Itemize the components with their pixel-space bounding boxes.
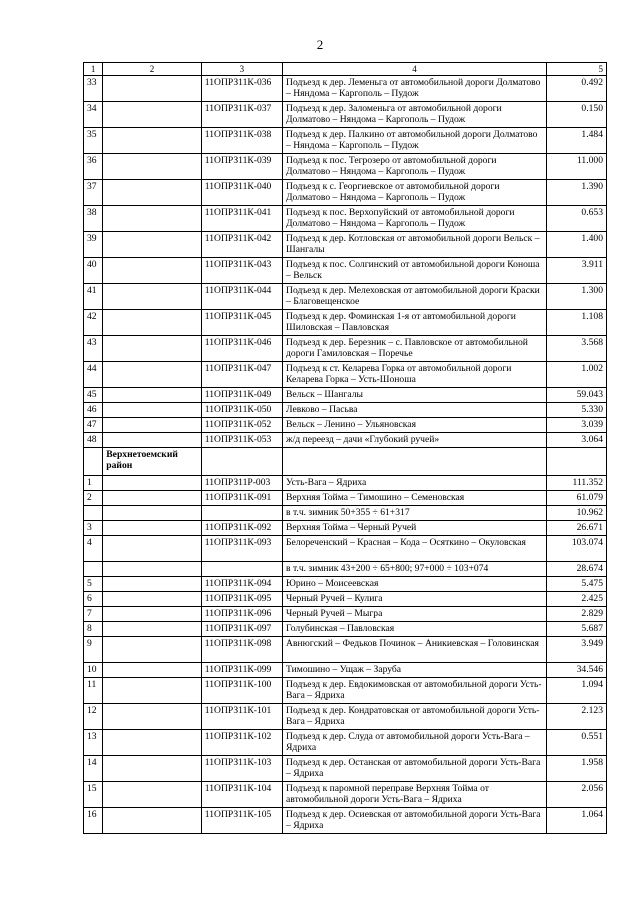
road-name-cell: Левково – Пасьва — [283, 403, 547, 418]
road-name-cell: Верхняя Тойма – Тимошино – Семеновская — [283, 491, 547, 506]
row-number-cell — [84, 506, 103, 521]
row-number-cell: 41 — [84, 284, 103, 310]
district-cell — [103, 637, 202, 663]
road-length-cell: 59.043 — [547, 388, 607, 403]
road-length-cell: 0.150 — [547, 102, 607, 128]
road-length-cell: 26.671 — [547, 521, 607, 536]
row-number-cell: 47 — [84, 418, 103, 433]
road-length-cell: 0.653 — [547, 206, 607, 232]
table-row — [84, 730, 607, 756]
district-cell — [103, 336, 202, 362]
table-row — [84, 536, 607, 562]
road-length-cell: 1.094 — [547, 678, 607, 704]
road-code-cell: 11ОПРЗ11К-102 — [201, 730, 282, 756]
row-number-cell: 11 — [84, 678, 103, 704]
row-number-cell: 42 — [84, 310, 103, 336]
road-length-cell: 2.425 — [547, 592, 607, 607]
row-number-cell: 12 — [84, 704, 103, 730]
table-row — [84, 704, 607, 730]
table-row — [84, 128, 607, 154]
district-cell — [103, 310, 202, 336]
road-code-cell: 11ОПРЗ11К-038 — [201, 128, 282, 154]
road-code-cell: 11ОПРЗ11К-097 — [201, 622, 282, 637]
district-cell — [103, 102, 202, 128]
table-row — [84, 808, 607, 834]
page-number: 2 — [316, 37, 324, 52]
road-length-cell: 5.687 — [547, 622, 607, 637]
road-length-cell: 111.352 — [547, 476, 607, 491]
district-cell — [103, 258, 202, 284]
row-number-cell: 38 — [84, 206, 103, 232]
road-name-cell: Подъезд к дер. Останская от автомобильной дороги Усть-Вага – Ядриха — [283, 756, 547, 782]
road-name-cell: Авнюгский – Федьков Починок – Аникиевская – Головинская — [283, 637, 547, 663]
road-name-cell: Белореченский – Красная – Кода – Осяткино – Окуловская — [283, 536, 547, 562]
table-row — [84, 637, 607, 663]
row-number-cell — [84, 562, 103, 577]
district-cell — [103, 704, 202, 730]
district-cell — [103, 180, 202, 206]
table-row — [84, 232, 607, 258]
road-code-cell: 11ОПРЗ11Р-003 — [201, 476, 282, 491]
row-number-cell: 46 — [84, 403, 103, 418]
road-length-cell: 61.079 — [547, 491, 607, 506]
row-number-cell: 13 — [84, 730, 103, 756]
road-length-cell: 34.546 — [547, 663, 607, 678]
row-number-cell: 33 — [84, 76, 103, 102]
road-code-cell — [201, 448, 282, 476]
road-name-cell: Подъезд к пос. Верхопуйский от автомобильной дороги Долматово – Няндома – Каргополь – Пудож — [283, 206, 547, 232]
row-number-cell: 40 — [84, 258, 103, 284]
road-name-cell: Подъезд к с. Георгиевское от автомобильной дороги Долматово – Няндома – Каргополь – Пудож — [283, 180, 547, 206]
district-cell — [103, 756, 202, 782]
road-code-cell: 11ОПРЗ11К-095 — [201, 592, 282, 607]
table-row — [84, 678, 607, 704]
table-row — [84, 418, 607, 433]
road-code-cell: 11ОПРЗ11К-105 — [201, 808, 282, 834]
table-row — [84, 433, 607, 448]
district-cell — [103, 206, 202, 232]
table-body — [84, 63, 607, 834]
table-row — [84, 258, 607, 284]
table-row — [84, 403, 607, 418]
row-number-cell: 6 — [84, 592, 103, 607]
row-number-cell: 34 — [84, 102, 103, 128]
road-code-cell: 11ОПРЗ11К-098 — [201, 637, 282, 663]
district-cell — [103, 562, 202, 577]
district-cell — [103, 491, 202, 506]
road-code-cell: 11ОПРЗ11К-047 — [201, 362, 282, 388]
row-number-cell: 37 — [84, 180, 103, 206]
road-length-cell: 3.949 — [547, 637, 607, 663]
row-number-cell: 43 — [84, 336, 103, 362]
road-name-cell: Вельск – Ленино – Ульяновская — [283, 418, 547, 433]
row-number-cell: 10 — [84, 663, 103, 678]
road-code-cell — [201, 562, 282, 577]
table-row — [84, 284, 607, 310]
table-row — [84, 76, 607, 102]
table-row — [84, 102, 607, 128]
row-number-cell: 9 — [84, 637, 103, 663]
road-name-cell: Подъезд к дер. Кондратовская от автомобильной дороги Усть-Вага – Ядриха — [283, 704, 547, 730]
table-row — [84, 476, 607, 491]
road-name-cell: в т.ч. зимник 43+200 ÷ 65+800; 97+000 ÷ 103+074 — [283, 562, 547, 577]
district-cell — [103, 506, 202, 521]
table-row — [84, 756, 607, 782]
road-code-cell: 11ОПРЗ11К-092 — [201, 521, 282, 536]
header-cell-4: 4 — [283, 63, 547, 76]
road-length-cell: 3.064 — [547, 433, 607, 448]
road-length-cell: 10.962 — [547, 506, 607, 521]
table-row — [84, 506, 607, 521]
road-length-cell: 11.000 — [547, 154, 607, 180]
road-code-cell: 11ОПРЗ11К-050 — [201, 403, 282, 418]
road-name-cell: Подъезд к дер. Заломеньга от автомобильной дороги Долматово – Няндома – Каргополь – Пудож — [283, 102, 547, 128]
row-number-cell: 15 — [84, 782, 103, 808]
table-row — [84, 607, 607, 622]
road-length-cell: 3.911 — [547, 258, 607, 284]
road-code-cell: 11ОПРЗ11К-049 — [201, 388, 282, 403]
row-number-cell: 16 — [84, 808, 103, 834]
road-name-cell: ж/д переезд – дачи «Глубокий ручей» — [283, 433, 547, 448]
table-row — [84, 336, 607, 362]
road-code-cell: 11ОПРЗ11К-044 — [201, 284, 282, 310]
road-code-cell: 11ОПРЗ11К-091 — [201, 491, 282, 506]
district-cell: Верхнетоемский район — [103, 448, 202, 476]
table-row — [84, 521, 607, 536]
road-name-cell: Черный Ручей – Мыгра — [283, 607, 547, 622]
row-number-cell: 5 — [84, 577, 103, 592]
road-length-cell: 28.674 — [547, 562, 607, 577]
road-code-cell: 11ОПРЗ11К-037 — [201, 102, 282, 128]
road-length-cell: 103.074 — [547, 536, 607, 562]
road-length-cell: 1.390 — [547, 180, 607, 206]
road-code-cell — [201, 506, 282, 521]
road-code-cell: 11ОПРЗ11К-104 — [201, 782, 282, 808]
road-code-cell: 11ОПРЗ11К-045 — [201, 310, 282, 336]
district-cell — [103, 536, 202, 562]
road-name-cell: Подъезд к ст. Келарева Горка от автомобильной дороги Келарева Горка – Усть-Шоноша — [283, 362, 547, 388]
road-length-cell: 5.475 — [547, 577, 607, 592]
header-cell-5: 5 — [547, 63, 607, 76]
road-name-cell: Подъезд к дер. Слуда от автомобильной дороги Усть-Вага – Ядриха — [283, 730, 547, 756]
district-cell — [103, 154, 202, 180]
district-cell — [103, 782, 202, 808]
road-code-cell: 11ОПРЗ11К-039 — [201, 154, 282, 180]
table-row — [84, 663, 607, 678]
road-name-cell: Голубинская – Павловская — [283, 622, 547, 637]
road-length-cell: 0.551 — [547, 730, 607, 756]
road-name-cell: в т.ч. зимник 50+355 ÷ 61+317 — [283, 506, 547, 521]
road-name-cell: Подъезд к паромной переправе Верхняя Тойма от автомобильной дороги Усть-Вага – Ядриха — [283, 782, 547, 808]
road-name-cell: Подъезд к пос. Солгинский от автомобильной дороги Коноша – Вельск — [283, 258, 547, 284]
road-length-cell: 3.568 — [547, 336, 607, 362]
road-name-cell: Подъезд к дер. Котловская от автомобильной дороги Вельск – Шангалы — [283, 232, 547, 258]
road-name-cell: Подъезд к пос. Тегрозеро от автомобильной дороги Долматово – Няндома – Каргополь – Пудож — [283, 154, 547, 180]
road-code-cell: 11ОПРЗ11К-040 — [201, 180, 282, 206]
row-number-cell: 45 — [84, 388, 103, 403]
road-code-cell: 11ОПРЗ11К-103 — [201, 756, 282, 782]
road-name-cell: Юрино – Моисеевская — [283, 577, 547, 592]
district-cell — [103, 663, 202, 678]
district-cell — [103, 76, 202, 102]
district-cell — [103, 592, 202, 607]
header-cell-2: 2 — [103, 63, 202, 76]
road-code-cell: 11ОПРЗ11К-043 — [201, 258, 282, 284]
road-name-cell: Усть-Вага – Ядриха — [283, 476, 547, 491]
row-number-cell: 8 — [84, 622, 103, 637]
road-length-cell: 2.829 — [547, 607, 607, 622]
road-length-cell: 0.492 — [547, 76, 607, 102]
row-number-cell: 4 — [84, 536, 103, 562]
district-cell — [103, 403, 202, 418]
district-cell — [103, 476, 202, 491]
table-row — [84, 491, 607, 506]
road-register-table — [83, 62, 607, 834]
row-number-cell: 3 — [84, 521, 103, 536]
district-cell — [103, 418, 202, 433]
row-number-cell — [84, 448, 103, 476]
table-row — [84, 206, 607, 232]
district-cell — [103, 232, 202, 258]
road-name-cell: Подъезд к дер. Осиевская от автомобильной дороги Усть-Вага – Ядриха — [283, 808, 547, 834]
road-code-cell: 11ОПРЗ11К-100 — [201, 678, 282, 704]
district-cell — [103, 607, 202, 622]
table-row — [84, 310, 607, 336]
header-cell-1: 1 — [84, 63, 103, 76]
table-row — [84, 180, 607, 206]
header-cell-3: 3 — [201, 63, 282, 76]
district-cell — [103, 128, 202, 154]
road-name-cell — [283, 448, 547, 476]
row-number-cell: 44 — [84, 362, 103, 388]
district-cell — [103, 284, 202, 310]
road-length-cell: 1.002 — [547, 362, 607, 388]
road-name-cell: Подъезд к дер. Евдокимовская от автомобильной дороги Усть-Вага – Ядриха — [283, 678, 547, 704]
table-row — [84, 782, 607, 808]
road-code-cell: 11ОПРЗ11К-042 — [201, 232, 282, 258]
table-row — [84, 154, 607, 180]
district-cell — [103, 521, 202, 536]
table-row — [84, 622, 607, 637]
row-number-cell: 1 — [84, 476, 103, 491]
road-code-cell: 11ОПРЗ11К-093 — [201, 536, 282, 562]
road-code-cell: 11ОПРЗ11К-053 — [201, 433, 282, 448]
row-number-cell: 7 — [84, 607, 103, 622]
district-cell — [103, 622, 202, 637]
road-name-cell: Подъезд к дер. Мелеховская от автомобильной дороги Краски – Благовещенское — [283, 284, 547, 310]
district-row — [84, 448, 607, 476]
road-name-cell: Подъезд к дер. Леменьга от автомобильной дороги Долматово – Няндома – Каргополь – Пудож — [283, 76, 547, 102]
road-name-cell: Тимошино – Ущаж – Заруба — [283, 663, 547, 678]
road-code-cell: 11ОПРЗ11К-101 — [201, 704, 282, 730]
road-length-cell: 1.958 — [547, 756, 607, 782]
road-code-cell: 11ОПРЗ11К-046 — [201, 336, 282, 362]
road-length-cell: 1.300 — [547, 284, 607, 310]
table-row — [84, 362, 607, 388]
road-name-cell: Черный Ручей – Кулига — [283, 592, 547, 607]
district-cell — [103, 678, 202, 704]
district-cell — [103, 362, 202, 388]
road-length-cell: 1.064 — [547, 808, 607, 834]
road-code-cell: 11ОПРЗ11К-036 — [201, 76, 282, 102]
district-cell — [103, 730, 202, 756]
row-number-cell: 36 — [84, 154, 103, 180]
road-length-cell: 5.330 — [547, 403, 607, 418]
road-name-cell: Вельск – Шангалы — [283, 388, 547, 403]
table-row — [84, 577, 607, 592]
road-name-cell: Подъезд к дер. Палкино от автомобильной дороги Долматово – Няндома – Каргополь – Пудож — [283, 128, 547, 154]
road-code-cell: 11ОПРЗ11К-096 — [201, 607, 282, 622]
row-number-cell: 14 — [84, 756, 103, 782]
road-length-cell: 2.123 — [547, 704, 607, 730]
table-header-row — [84, 63, 607, 76]
road-name-cell: Подъезд к дер. Березник – с. Павловское от автомобильной дороги Гамиловская – Поречье — [283, 336, 547, 362]
road-code-cell: 11ОПРЗ11К-041 — [201, 206, 282, 232]
road-length-cell: 1.108 — [547, 310, 607, 336]
road-code-cell: 11ОПРЗ11К-099 — [201, 663, 282, 678]
road-length-cell — [547, 448, 607, 476]
row-number-cell: 48 — [84, 433, 103, 448]
district-cell — [103, 433, 202, 448]
road-code-cell: 11ОПРЗ11К-094 — [201, 577, 282, 592]
district-cell — [103, 388, 202, 403]
road-length-cell: 3.039 — [547, 418, 607, 433]
district-cell — [103, 808, 202, 834]
row-number-cell: 39 — [84, 232, 103, 258]
road-length-cell: 2.056 — [547, 782, 607, 808]
road-code-cell: 11ОПРЗ11К-052 — [201, 418, 282, 433]
road-length-cell: 1.400 — [547, 232, 607, 258]
road-name-cell: Подъезд к дер. Фоминская 1-я от автомобильной дороги Шиловская – Павловская — [283, 310, 547, 336]
table-row — [84, 562, 607, 577]
row-number-cell: 35 — [84, 128, 103, 154]
district-cell — [103, 577, 202, 592]
row-number-cell: 2 — [84, 491, 103, 506]
road-length-cell: 1.484 — [547, 128, 607, 154]
table-row — [84, 388, 607, 403]
road-name-cell: Верхняя Тойма – Черный Ручей — [283, 521, 547, 536]
table-row — [84, 592, 607, 607]
